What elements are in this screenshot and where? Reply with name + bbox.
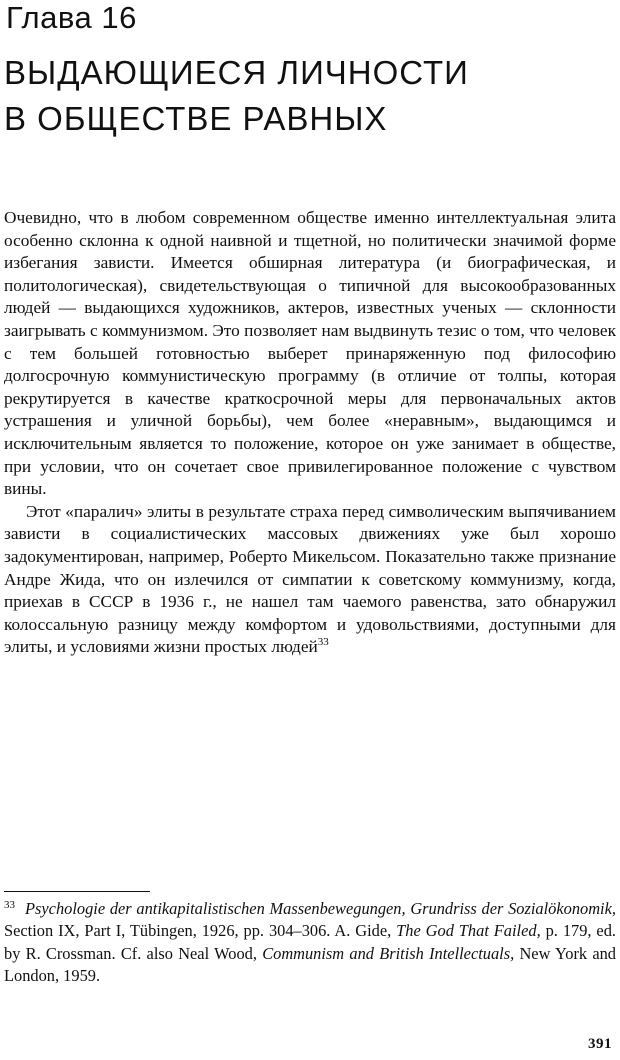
chapter-label: Глава 16 bbox=[6, 0, 137, 35]
paragraph-2 bbox=[4, 501, 616, 659]
footnote-text-2: p. 179, ed. by R. Crossman. Cf. also Neal Wood, bbox=[4, 921, 616, 963]
footnote-text-3: New York and London, 1959. bbox=[4, 943, 617, 986]
footnote-work-3: Communism and British Intellectuals, bbox=[262, 943, 515, 963]
footnote-work-1: Psychologie der antikapitalistischen Massenbewegungen, Grundriss der Sozialökonomik, bbox=[25, 899, 616, 918]
footnote bbox=[4, 898, 616, 988]
footnote-text-1: Section IX, Part I, Tübingen, 1926, pp. 304–306. A. Gide, bbox=[4, 921, 397, 941]
chapter-title bbox=[4, 50, 469, 142]
footnote-divider bbox=[4, 891, 150, 892]
body-text bbox=[4, 207, 616, 659]
footnote-number: 33 bbox=[4, 898, 15, 911]
footnote-reference: 33 bbox=[317, 636, 329, 649]
paragraph-1: Очевидно, что в любом современном обществе именно интеллектуальная элита особенно склонна к одной наивной и тщетной, но политически значимой форме избегания зависти. Имеется обширная литература (и биографическая, и политологическая), свидетельствующая о типичной для высокообразованных людей — выдающихся художников, актеров, известных ученых — склонности заигрывать с коммунизмом. Это позволяет нам выдвинуть тезис о том, что человек с тем большей готовностью выберет принаряженную под философию долгосрочную коммунистическую программу (в отличие от толпы, которая рекрутируется в качестве краткосрочной меры для первоначальных актов устрашения и уличной борьбы), чем более «неравным», выдающимся и исключительным является то положение, которое он уже занимает в обществе, при условии, что он сочетает свое привилегированное положение с чувством вины. bbox=[4, 208, 616, 499]
chapter-title-line-1: ВЫДАЮЩИЕСЯ ЛИЧНОСТИ bbox=[4, 54, 469, 91]
footnote-work-2: The God That Failed, bbox=[396, 921, 541, 941]
page-number: 391 bbox=[588, 1036, 612, 1052]
paragraph-2-text: Этот «паралич» элиты в результате страха перед символическим выпячиванием зависти в социалистических массовых движениях уже был хорошо задокументирован, например, Роберто Микельсом. Показательно также признание Андре Жида, что он излечился от симпатии к советскому коммунизму, когда, приехав в СССР в 1936 г., не нашел там чаемого равенства, зато обнаружил колоссальную разницу между комфортом и удовольствиями, доступными для элиты, и условиями жизни простых людей bbox=[4, 501, 616, 657]
chapter-title-line-2: В ОБЩЕСТВЕ РАВНЫХ bbox=[4, 100, 388, 137]
